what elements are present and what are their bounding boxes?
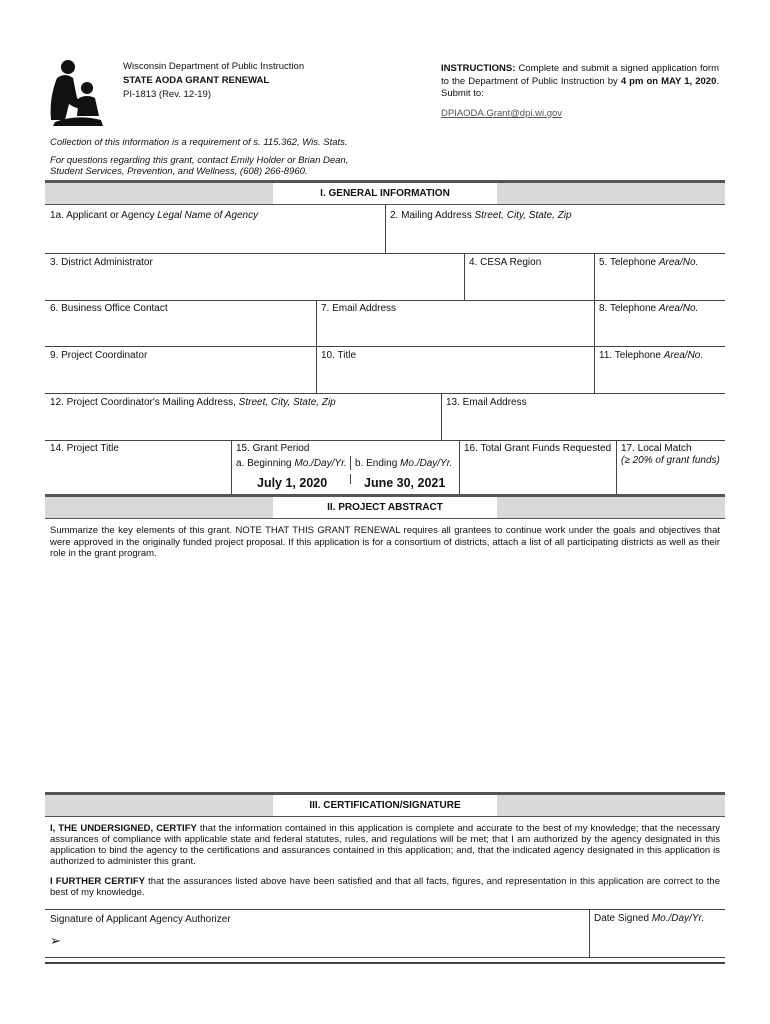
signature-label: Signature of Applicant Agency Authorizer (50, 914, 231, 925)
dpi-logo (47, 58, 109, 128)
signature-field[interactable] (70, 928, 580, 954)
field-10-title[interactable]: 10. Title (321, 350, 357, 361)
field-4-cesa-region[interactable]: 4. CESA Region (469, 257, 542, 268)
field-11-telephone[interactable]: 11. Telephone Area/No. (599, 350, 704, 361)
field-8-telephone[interactable]: 8. Telephone Area/No. (599, 303, 699, 314)
field-6-business-office-contact[interactable]: 6. Business Office Contact (50, 303, 168, 314)
field-9-project-coordinator[interactable]: 9. Project Coordinator (50, 350, 148, 361)
form-number: PI-1813 (Rev. 12-19) (123, 89, 212, 100)
field-17-note: (≥ 20% of grant funds) (621, 455, 720, 466)
section-1-header (45, 180, 725, 205)
section-3-title: III. CERTIFICATION/SIGNATURE (309, 800, 461, 811)
field-1a-legal-name[interactable]: 1a. Applicant or Agency Legal Name of Agency (50, 210, 259, 221)
form-title: STATE AODA GRANT RENEWAL (123, 75, 270, 86)
section-1-title: I. GENERAL INFORMATION (320, 188, 450, 199)
section-3-header (45, 792, 725, 817)
field-14-project-title[interactable]: 14. Project Title (50, 443, 119, 454)
date-signed-field[interactable]: Date Signed Mo./Day/Yr. (594, 913, 705, 924)
field-15b-label: b. Ending Mo./Day/Yr. (355, 458, 453, 469)
contact-line-2: Student Services, Prevention, and Wellness, (608) 266-8960. (50, 166, 308, 177)
signature-arrow-icon: ➢ (50, 933, 61, 948)
field-2-mailing-address[interactable]: 2. Mailing Address Street, City, State, Zip (390, 210, 572, 221)
field-15-grant-period: 15. Grant Period (236, 443, 310, 454)
begin-date-value[interactable]: July 1, 2020 (257, 476, 328, 490)
certification-paragraph-2: I FURTHER CERTIFY that the assurances listed above have been satisfied and that all facts, figures, and representation in this application are correct to the best of my knowledge. (50, 876, 720, 898)
section-2-title: II. PROJECT ABSTRACT (327, 502, 443, 513)
end-date-value[interactable]: June 30, 2021 (364, 476, 446, 490)
abstract-instructions: Summarize the key elements of this grant. NOTE THAT THIS GRANT RENEWAL requires all grantees to continue work under the goals and objectives that were approved in the originally funded project proposal. If this application is for a consortium of districts, attach a list of all participating districts as well as their role in the grant program. (50, 525, 720, 559)
instructions: INSTRUCTIONS: Complete and submit a signed application form to the Department of Public Instruction by 4 pm on MAY 1, 2020. Submit to: (441, 63, 719, 99)
section-2-header (45, 494, 725, 519)
field-15a-label: a. Beginning Mo./Day/Yr. (236, 458, 347, 469)
field-13-email[interactable]: 13. Email Address (446, 397, 527, 408)
field-12-coordinator-address[interactable]: 12. Project Coordinator's Mailing Address, Street, City, State, Zip (50, 397, 336, 408)
submit-email-link[interactable]: DPIAODA.Grant@dpi.wi.gov (441, 108, 563, 119)
field-7-email[interactable]: 7. Email Address (321, 303, 397, 314)
abstract-text-area[interactable] (48, 565, 720, 787)
field-3-district-administrator[interactable]: 3. District Administrator (50, 257, 153, 268)
field-5-telephone[interactable]: 5. Telephone Area/No. (599, 257, 699, 268)
certification-paragraph-1: I, THE UNDERSIGNED, CERTIFY that the information contained in this application is complete and accurate to the best of my knowledge; that the necessary assurances of compliance with applicable state and federal statutes, rules, and regulations will be met; that I am authorized by the agency designated in this application to bind the agency to the certifications and assurances contained in this application; and, that the indicated agency designated in this application is authorized to administer this grant. (50, 823, 720, 867)
department-name: Wisconsin Department of Public Instruction (123, 61, 305, 72)
statute-note: Collection of this information is a requirement of s. 115.362, Wis. Stats. (50, 137, 348, 148)
contact-line-1: For questions regarding this grant, contact Emily Holder or Brian Dean, (50, 155, 349, 166)
field-16-total-grant-funds[interactable]: 16. Total Grant Funds Requested (464, 443, 612, 454)
field-17-local-match[interactable]: 17. Local Match (621, 443, 692, 454)
